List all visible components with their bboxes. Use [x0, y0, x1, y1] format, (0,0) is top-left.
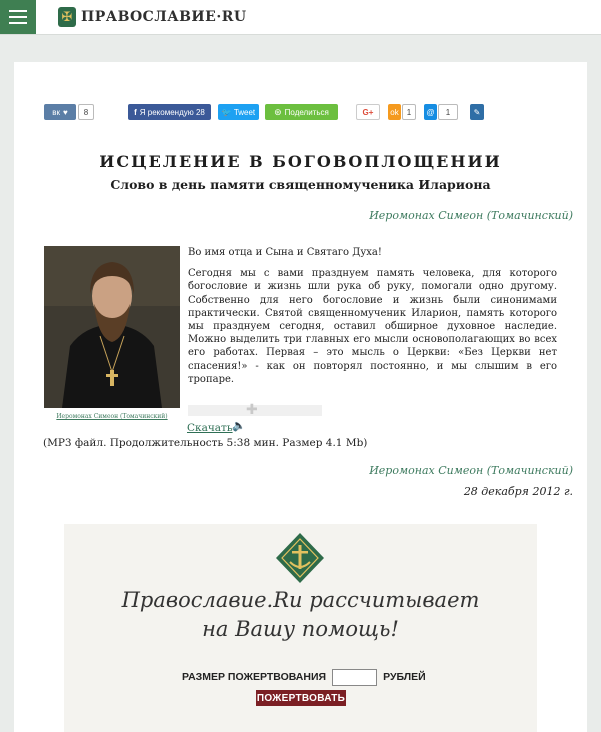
menu-line: [9, 22, 27, 24]
tweet-label: Tweet: [233, 107, 256, 117]
facebook-icon: f: [134, 107, 137, 117]
menu-line: [9, 16, 27, 18]
donation-heading-line1: Православие.Ru рассчитывает: [121, 588, 480, 612]
facebook-recommend-label: Я рекомендую 28: [139, 107, 205, 117]
heart-icon: ♥: [63, 107, 68, 117]
article-paragraph: Во имя отца и Сына и Святаго Духа!: [188, 247, 382, 258]
donation-amount-label: РАЗМЕР ПОЖЕРТВОВАНИЯ: [182, 671, 327, 683]
odnoklassniki-count: 1: [402, 104, 416, 120]
vk-share-button[interactable]: [44, 104, 76, 120]
photo-caption[interactable]: Иеромонах Симеон (Томачинский): [56, 413, 168, 420]
priest-portrait-image: [44, 246, 180, 408]
donation-banner: [64, 524, 537, 732]
donation-amount-input[interactable]: [332, 669, 377, 686]
site-logo-text: ПРАВОСЛАВИЕ·RU: [81, 9, 247, 25]
vk-icon: вк: [52, 107, 60, 117]
livejournal-button[interactable]: [470, 104, 484, 120]
author-photo: [44, 246, 180, 408]
donation-form: [182, 667, 426, 687]
menu-line: [9, 10, 27, 12]
google-plus-icon: G+: [362, 107, 374, 117]
share-button[interactable]: [265, 104, 338, 120]
article-body: [188, 246, 557, 394]
twitter-icon: 🐦: [221, 107, 232, 117]
donation-currency-label: РУБЛЕЙ: [383, 671, 426, 683]
speaker-icon[interactable]: 🔈: [232, 419, 246, 432]
article-card: [14, 62, 587, 732]
mailru-icon: @: [426, 107, 435, 117]
download-link[interactable]: Скачать: [187, 422, 233, 434]
google-plus-button[interactable]: [356, 104, 380, 120]
vk-share-count: 8: [78, 104, 94, 120]
livejournal-icon: ✎: [473, 107, 481, 117]
top-bar: [0, 0, 601, 35]
author-link[interactable]: Иеромонах Симеон (Томачинский): [369, 209, 573, 222]
mp3-info: (МР3 файл. Продолжительность 5:38 мин. Размер 4.1 Mb): [43, 437, 368, 449]
share-bar: [44, 104, 504, 122]
site-emblem-icon: [275, 532, 325, 584]
mailru-button[interactable]: [424, 104, 437, 120]
site-logo[interactable]: [58, 6, 247, 28]
author-signature[interactable]: Иеромонах Симеон (Томачинский): [369, 464, 573, 477]
hamburger-menu-button[interactable]: [0, 0, 36, 34]
share-label: Поделиться: [284, 107, 329, 117]
article-paragraph: Сегодня мы с вами празднуем память человека, для которого богословие и жизнь шли рука об руку, помогали одно другому. Собственно для него богословие и жизнь были синонимами практически. Святой священномученик Иларион, память которого мы празднуем сегодня, оставил обширное духовное наследие. Можно выделить три главных его мысли основополагающих во всех его работах. Первая – это мысль о Церкви: «Без Церкви нет спасения!» - как он повторял постоянно, и мы слышим в его тропаре.: [188, 268, 557, 385]
article-subtitle: Слово в день памяти священномученика Илариона: [110, 177, 491, 192]
odnoklassniki-button[interactable]: [388, 104, 401, 120]
article-title: ИСЦЕЛЕНИЕ В БОГОВОПЛОЩЕНИИ: [99, 152, 502, 171]
mailru-count: 1: [438, 104, 458, 120]
donate-button[interactable]: ПОЖЕРТВОВАТЬ: [256, 690, 346, 706]
facebook-recommend-button[interactable]: [128, 104, 211, 120]
plugin-puzzle-icon: ✚: [246, 402, 258, 418]
donation-heading-line2: на Вашу помощь!: [202, 617, 399, 641]
odnoklassniki-icon: ok: [390, 107, 399, 117]
cross-logo-icon: ✠: [58, 7, 76, 27]
share-icon: ⊛: [274, 106, 282, 117]
twitter-tweet-button[interactable]: [218, 104, 259, 120]
article-date: 28 декабря 2012 г.: [463, 485, 573, 498]
